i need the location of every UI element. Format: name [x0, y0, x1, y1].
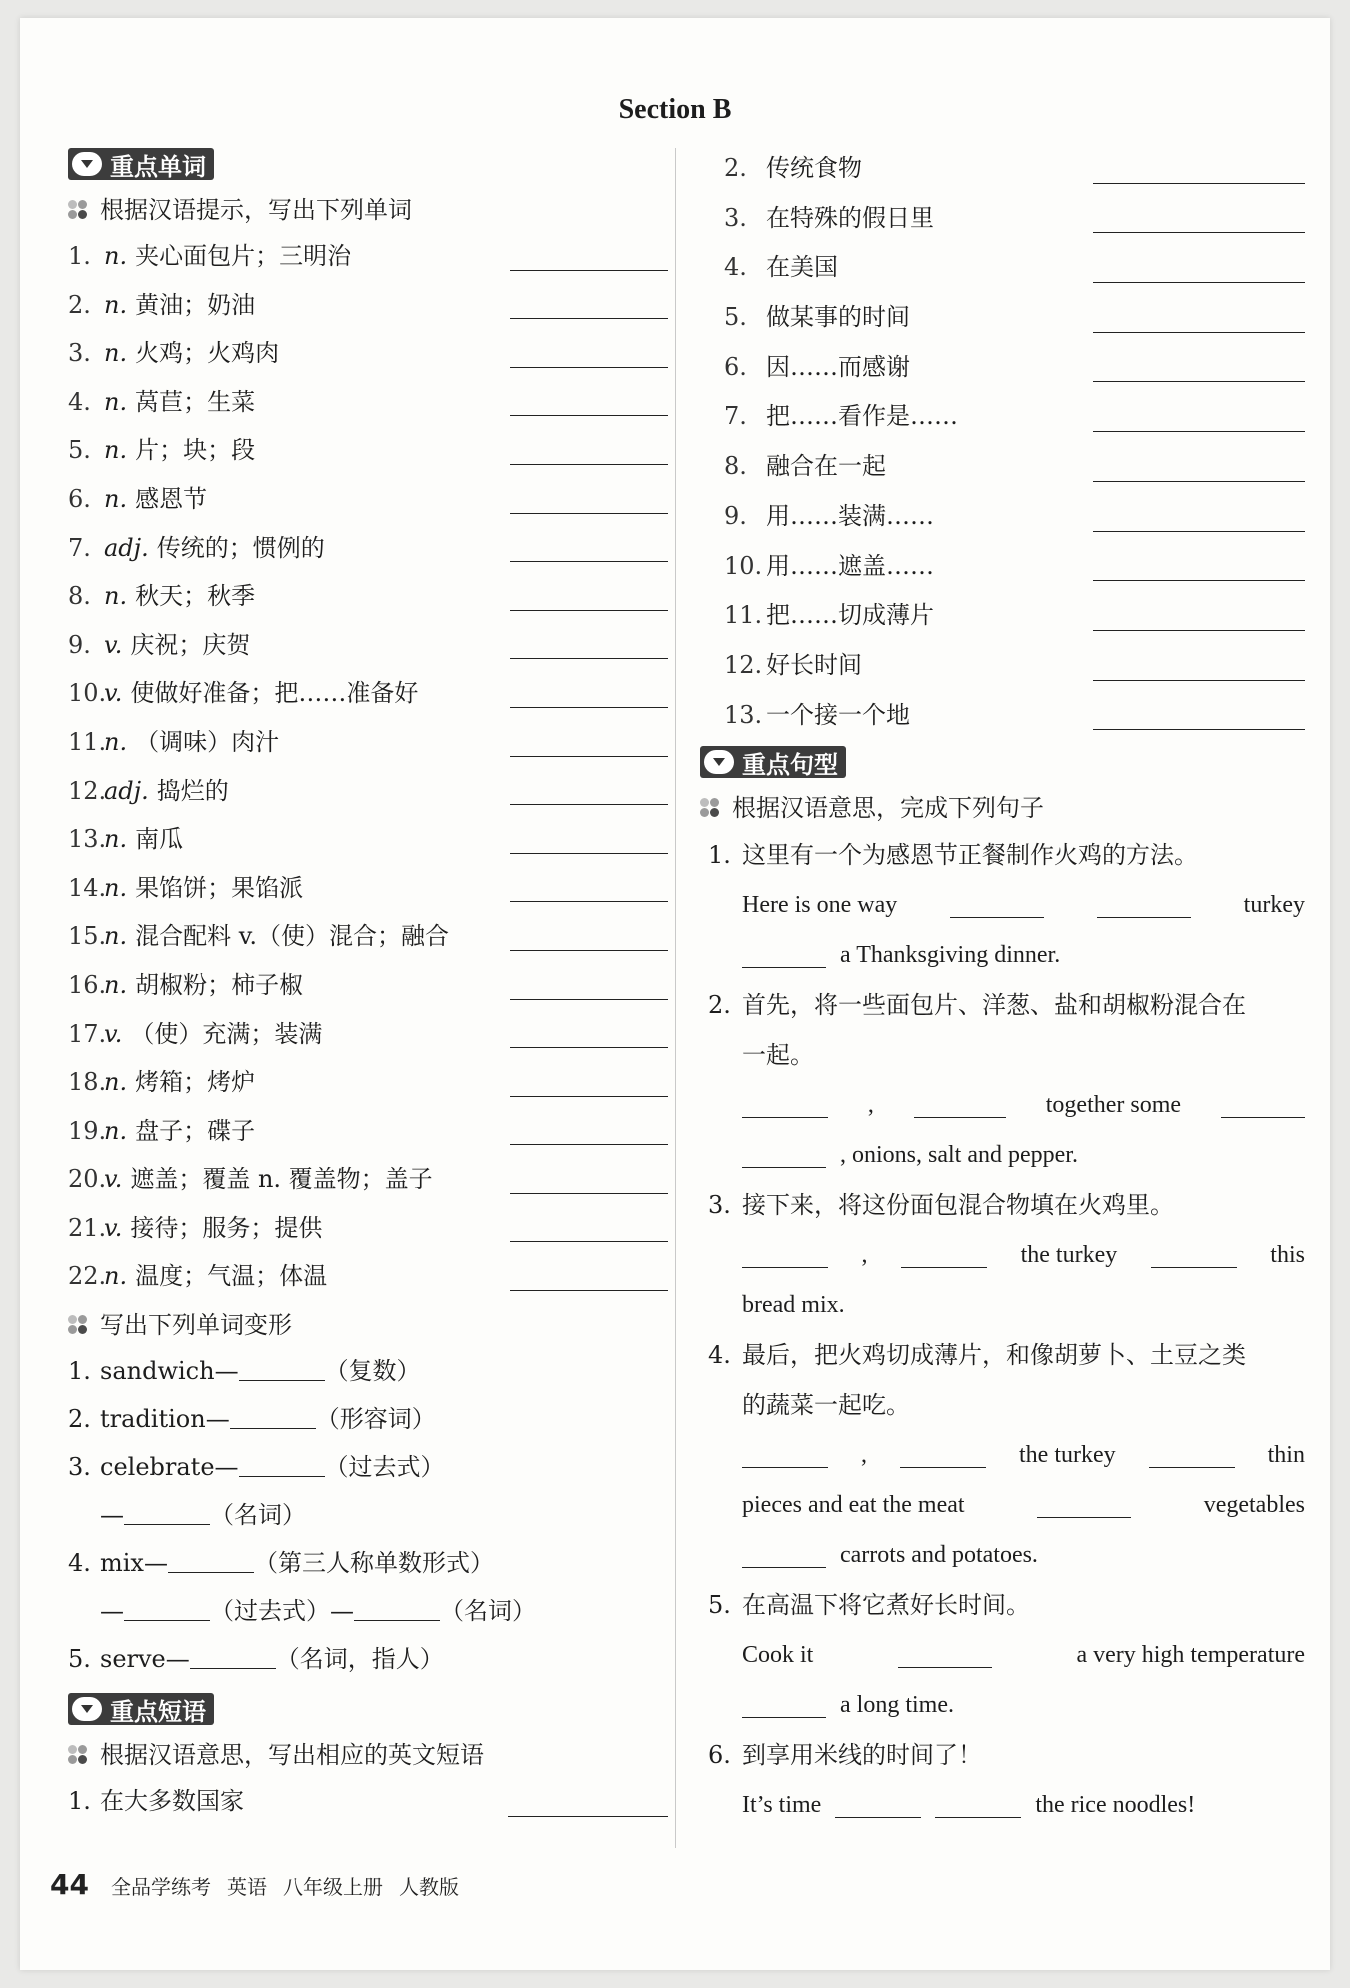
- part-of-speech: n.: [104, 970, 128, 999]
- sentence-question: 4. 最后，把火鸡切成薄片，和像胡萝卜、土豆之类 的蔬菜一起吃。 , the turkey thin pieces and eat the meat vegetables carrots and potatoes.: [708, 1341, 1305, 1569]
- sentences-instruction-text: 根据汉语意思，完成下列句子: [732, 794, 1044, 823]
- phrase-row: [700, 243, 1305, 293]
- answer-blank[interactable]: [901, 1243, 987, 1268]
- vocab-row: [68, 378, 668, 427]
- answer-blank[interactable]: [239, 1454, 325, 1477]
- phrase-hint: 在特殊的假日里: [766, 203, 934, 232]
- phrase-row: [700, 194, 1305, 244]
- item-number: 7.: [68, 533, 91, 562]
- answer-blank[interactable]: [835, 1793, 921, 1818]
- item-number: 10.: [724, 551, 763, 580]
- item-number: 5.: [68, 436, 91, 465]
- item-number: 9.: [68, 630, 91, 659]
- vocab-row: [68, 1204, 668, 1253]
- phrase-row: 1. 在大多数国家: [68, 1777, 668, 1825]
- vocab-hint: 黄油；奶油: [135, 290, 256, 319]
- vocab-hint: 莴苣；生菜: [135, 387, 256, 416]
- item-number: 22.: [68, 1262, 107, 1291]
- phrase-hint: 传统食物: [766, 154, 862, 182]
- phrase-row: [700, 691, 1305, 741]
- vocab-hint: 传统的；惯例的: [156, 533, 325, 562]
- chevron-down-icon: [72, 152, 102, 176]
- part-of-speech: n.: [104, 922, 128, 951]
- answer-blank[interactable]: [510, 1193, 668, 1194]
- answer-blank[interactable]: [510, 1290, 668, 1291]
- sentence-question: 2. 首先，将一些面包片、洋葱、盐和胡椒粉混合在 一起。 , together some , onions, salt and pepper.: [700, 980, 1305, 1180]
- answer-blank[interactable]: [510, 1241, 668, 1242]
- answer-blank[interactable]: [510, 707, 668, 708]
- answer-blank[interactable]: [1093, 282, 1305, 283]
- item-number: 13.: [724, 700, 763, 729]
- answer-blank[interactable]: [510, 1047, 668, 1048]
- vocab-hint: （使）充满；装满: [130, 1019, 323, 1048]
- section-title: Section B: [618, 94, 732, 125]
- form-row: 1. sandwich— （复数）: [68, 1357, 421, 1386]
- item-number: 11.: [724, 601, 763, 630]
- answer-blank[interactable]: [1221, 1093, 1305, 1118]
- vocab-hint: （调味）肉汁: [135, 727, 280, 756]
- vocab-list: [68, 232, 668, 1301]
- chevron-down-icon: [72, 1697, 102, 1721]
- vocab-row: [68, 767, 668, 816]
- vocab-row: [68, 1010, 668, 1059]
- answer-blank[interactable]: [510, 318, 668, 319]
- form-row: 2. tradition— （形容词）: [68, 1405, 436, 1434]
- part-of-speech: n.: [104, 387, 128, 416]
- answer-blank[interactable]: [354, 1598, 440, 1621]
- answer-blank[interactable]: [742, 1443, 828, 1468]
- part-of-speech: adj.: [104, 533, 149, 562]
- phrase-hint: 用……装满……: [766, 501, 934, 530]
- answer-blank[interactable]: [1093, 431, 1305, 432]
- vocab-badge: [68, 148, 214, 180]
- phrase-hint: 因……而感谢: [766, 352, 910, 381]
- answer-blank[interactable]: [1093, 729, 1305, 730]
- phrase-list: [700, 144, 1305, 740]
- vocab-row: [68, 1107, 668, 1156]
- part-of-speech: n.: [104, 873, 128, 902]
- item-number: 10.: [68, 679, 107, 708]
- vocab-hint: 盘子；碟子: [135, 1116, 256, 1145]
- vocab-hint: 胡椒粉；柿子椒: [135, 970, 304, 999]
- vocab-hint: 混合配料 v.（使）混合；融合: [135, 922, 450, 951]
- item-number: 4.: [724, 253, 747, 282]
- answer-blank[interactable]: [1093, 580, 1305, 581]
- footer-edition: 人教版: [398, 1875, 459, 1899]
- vocab-row: [68, 621, 668, 670]
- dots-icon: [700, 798, 724, 818]
- dots-icon: [68, 1315, 92, 1335]
- item-number: 7.: [724, 402, 747, 431]
- vocab-hint: 烤箱；烤炉: [135, 1068, 256, 1097]
- vocab-row: [68, 572, 668, 621]
- vocab-row: [68, 281, 668, 330]
- answer-blank[interactable]: [1037, 1493, 1131, 1518]
- vocab-row: [68, 961, 668, 1010]
- answer-blank[interactable]: [900, 1443, 986, 1468]
- answer-blank[interactable]: [1093, 531, 1305, 532]
- phrases-badge: [68, 1693, 214, 1725]
- vocab-hint: 果馅饼；果馅派: [135, 873, 304, 902]
- answer-blank[interactable]: [124, 1502, 210, 1525]
- answer-blank[interactable]: [742, 1093, 828, 1118]
- answer-blank[interactable]: [935, 1793, 1021, 1818]
- answer-blank[interactable]: [510, 464, 668, 465]
- answer-blank[interactable]: [1093, 183, 1305, 184]
- vocab-hint: 感恩节: [135, 484, 208, 513]
- vocab-hint: 捣烂的: [156, 776, 229, 805]
- answer-blank[interactable]: [190, 1646, 276, 1669]
- sentence-question: 6. 到享用米线的时间了！ It’s time the rice noodles!: [708, 1741, 1196, 1819]
- answer-blank[interactable]: [230, 1406, 316, 1429]
- vocab-hint: 夹心面包片；三明治: [135, 242, 352, 270]
- answer-blank[interactable]: [1093, 630, 1305, 631]
- item-number: 3.: [68, 339, 91, 368]
- phrase-row: [700, 442, 1305, 492]
- dots-icon: [68, 1745, 92, 1765]
- part-of-speech: n.: [104, 1262, 128, 1291]
- form-row: — （名词）: [100, 1501, 306, 1530]
- page-footer: [50, 1868, 459, 1901]
- answer-blank[interactable]: [510, 756, 668, 757]
- answer-blank[interactable]: [510, 610, 668, 611]
- item-number: 21.: [68, 1213, 107, 1242]
- part-of-speech: n.: [104, 290, 128, 319]
- vocab-row: [68, 1252, 668, 1301]
- sentences-instruction: [700, 786, 1305, 830]
- answer-blank[interactable]: [742, 1693, 826, 1718]
- vocab-hint: 火鸡；火鸡肉: [135, 339, 280, 368]
- item-number: 8.: [68, 582, 91, 611]
- answer-blank[interactable]: [510, 513, 668, 514]
- answer-blank[interactable]: [510, 270, 668, 271]
- answer-blank[interactable]: [510, 561, 668, 562]
- phrase-row: [700, 641, 1305, 691]
- item-number: 17.: [68, 1019, 107, 1048]
- phrases-instruction-text: 根据汉语意思，写出相应的英文短语: [100, 1741, 484, 1770]
- sentences-badge: [700, 746, 846, 778]
- item-number: 2.: [68, 290, 91, 319]
- answer-blank[interactable]: [742, 1243, 828, 1268]
- part-of-speech: n.: [104, 727, 128, 756]
- sentence-question: 5. 在高温下将它煮好长时间。 Cook it a very high temperature a long time.: [708, 1591, 1305, 1719]
- vocab-row: [68, 669, 668, 718]
- answer-blank[interactable]: [168, 1550, 254, 1573]
- part-of-speech: n.: [104, 339, 128, 368]
- answer-blank[interactable]: [1151, 1243, 1237, 1268]
- footer-grade: 八年级上册: [282, 1875, 383, 1899]
- phrase-hint: 好长时间: [766, 650, 862, 679]
- item-number: 8.: [724, 452, 747, 481]
- item-number: 3.: [724, 203, 747, 232]
- answer-blank[interactable]: [1093, 232, 1305, 233]
- vocab-row: [68, 426, 668, 475]
- phrase-hint: 把……切成薄片: [766, 601, 934, 630]
- vocab-hint: 庆祝；庆贺: [130, 630, 251, 659]
- answer-blank[interactable]: [1093, 381, 1305, 382]
- phrases-instruction: [68, 1733, 668, 1777]
- answer-blank[interactable]: [239, 1358, 325, 1381]
- answer-blank[interactable]: [1097, 893, 1191, 918]
- item-number: 12.: [724, 650, 763, 679]
- part-of-speech: n.: [104, 825, 128, 854]
- vocab-row: [68, 475, 668, 524]
- answer-blank[interactable]: [1093, 481, 1305, 482]
- answer-blank[interactable]: [1149, 1443, 1235, 1468]
- answer-blank[interactable]: [508, 1816, 668, 1817]
- part-of-speech: n.: [104, 484, 128, 513]
- answer-blank[interactable]: [914, 1093, 1006, 1118]
- left-column: [68, 144, 668, 1825]
- item-number: 15.: [68, 922, 107, 951]
- phrase-hint: 在美国: [766, 253, 838, 282]
- part-of-speech: n.: [104, 1068, 128, 1097]
- phrase-row: [700, 392, 1305, 442]
- part-of-speech: n.: [104, 436, 128, 465]
- vocab-hint: 使做好准备；把……准备好: [130, 679, 419, 708]
- item-number: 12.: [68, 776, 107, 805]
- phrase-row: [700, 293, 1305, 343]
- sentences-badge-label: 重点句型: [742, 750, 838, 779]
- column-divider: [675, 148, 676, 1848]
- phrase-hint: 一个接一个地: [766, 700, 910, 729]
- part-of-speech: v.: [104, 1213, 123, 1242]
- answer-blank[interactable]: [510, 853, 668, 854]
- part-of-speech: n.: [104, 582, 128, 611]
- chevron-down-icon: [704, 750, 734, 774]
- answer-blank[interactable]: [510, 999, 668, 1000]
- item-number: 1.: [68, 242, 91, 270]
- answer-blank[interactable]: [510, 658, 668, 659]
- sentence-question: 3. 接下来，将这份面包混合物填在火鸡里。 , the turkey this bread mix.: [708, 1191, 1305, 1319]
- answer-blank[interactable]: [510, 1144, 668, 1145]
- form-row: 4. mix— （第三人称单数形式）: [68, 1549, 494, 1578]
- worksheet-page: [20, 18, 1330, 1970]
- answer-blank[interactable]: [510, 367, 668, 368]
- vocab-row: [68, 1058, 668, 1107]
- dots-icon: [68, 200, 92, 220]
- item-number: 19.: [68, 1116, 107, 1145]
- phrase-row: [700, 144, 1305, 194]
- sentence-question: 1. 这里有一个为感恩节正餐制作火鸡的方法。 Here is one way turkey a Thanksgiving dinner.: [708, 841, 1305, 969]
- answer-blank[interactable]: [510, 950, 668, 951]
- item-number: 2.: [724, 154, 747, 182]
- vocab-row: [68, 815, 668, 864]
- item-number: 18.: [68, 1068, 107, 1097]
- item-number: 13.: [68, 825, 107, 854]
- forms-instruction: [68, 1303, 668, 1347]
- vocab-instruction-text: 根据汉语提示，写出下列单词: [100, 196, 412, 224]
- answer-blank[interactable]: [510, 901, 668, 902]
- phrase-hint: 把……看作是……: [766, 402, 958, 431]
- vocab-hint: 南瓜: [135, 825, 184, 854]
- answer-blank[interactable]: [1093, 332, 1305, 333]
- phrase-row: [700, 542, 1305, 592]
- vocab-instruction: [68, 188, 668, 232]
- vocab-row: [68, 718, 668, 767]
- part-of-speech: v.: [104, 1165, 123, 1194]
- vocab-row: [68, 524, 668, 573]
- part-of-speech: v.: [104, 1019, 123, 1048]
- item-number: 16.: [68, 970, 107, 999]
- form-row: — （过去式）— （名词）: [100, 1597, 536, 1626]
- phrase-hint: 做某事的时间: [766, 303, 910, 332]
- form-row: 3. celebrate— （过去式）: [68, 1453, 445, 1482]
- phrases-badge-label: 重点短语: [110, 1697, 206, 1726]
- item-number: 20.: [68, 1165, 107, 1194]
- answer-blank[interactable]: [510, 804, 668, 805]
- item-number: 4.: [68, 387, 91, 416]
- footer-subject: 英语: [226, 1875, 267, 1899]
- item-number: 14.: [68, 873, 107, 902]
- vocab-hint: 温度；气温；体温: [135, 1262, 328, 1291]
- answer-blank[interactable]: [950, 893, 1044, 918]
- answer-blank[interactable]: [742, 1543, 826, 1568]
- form-row: 5. serve— （名词，指人）: [68, 1645, 444, 1674]
- answer-blank[interactable]: [1093, 680, 1305, 681]
- vocab-row: [68, 912, 668, 961]
- footer-brand: 全品学练考: [110, 1875, 211, 1899]
- phrase-row: [700, 343, 1305, 393]
- item-number: 6.: [724, 352, 747, 381]
- answer-blank[interactable]: [742, 943, 826, 968]
- vocab-hint: 秋天；秋季: [135, 582, 256, 611]
- part-of-speech: v.: [104, 630, 123, 659]
- phrase-row: [700, 492, 1305, 542]
- vocab-row: [68, 864, 668, 913]
- answer-blank[interactable]: [124, 1598, 210, 1621]
- vocab-hint: 接待；服务；提供: [130, 1213, 323, 1242]
- part-of-speech: n.: [104, 242, 128, 270]
- item-number: 6.: [68, 484, 91, 513]
- part-of-speech: v.: [104, 679, 123, 708]
- vocab-row: [68, 1155, 668, 1204]
- answer-blank[interactable]: [510, 1096, 668, 1097]
- vocab-row: [68, 329, 668, 378]
- answer-blank[interactable]: [510, 415, 668, 416]
- item-number: 5.: [724, 303, 747, 332]
- vocab-badge-label: 重点单词: [110, 152, 206, 181]
- item-number: 9.: [724, 501, 747, 530]
- part-of-speech: adj.: [104, 776, 149, 805]
- forms-instruction-text: 写出下列单词变形: [100, 1311, 292, 1340]
- phrase-row: [700, 591, 1305, 641]
- answer-blank[interactable]: [742, 1143, 826, 1168]
- phrase-hint: 用……遮盖……: [766, 551, 934, 580]
- page-number: 44: [50, 1868, 89, 1901]
- vocab-hint: 遮盖；覆盖 n. 覆盖物；盖子: [130, 1165, 433, 1194]
- vocab-row: [68, 232, 668, 281]
- answer-blank[interactable]: [898, 1643, 992, 1668]
- right-column: [700, 144, 1305, 1830]
- part-of-speech: n.: [104, 1116, 128, 1145]
- vocab-hint: 片；块；段: [135, 436, 256, 465]
- item-number: 11.: [68, 727, 107, 756]
- phrase-hint: 融合在一起: [766, 452, 886, 481]
